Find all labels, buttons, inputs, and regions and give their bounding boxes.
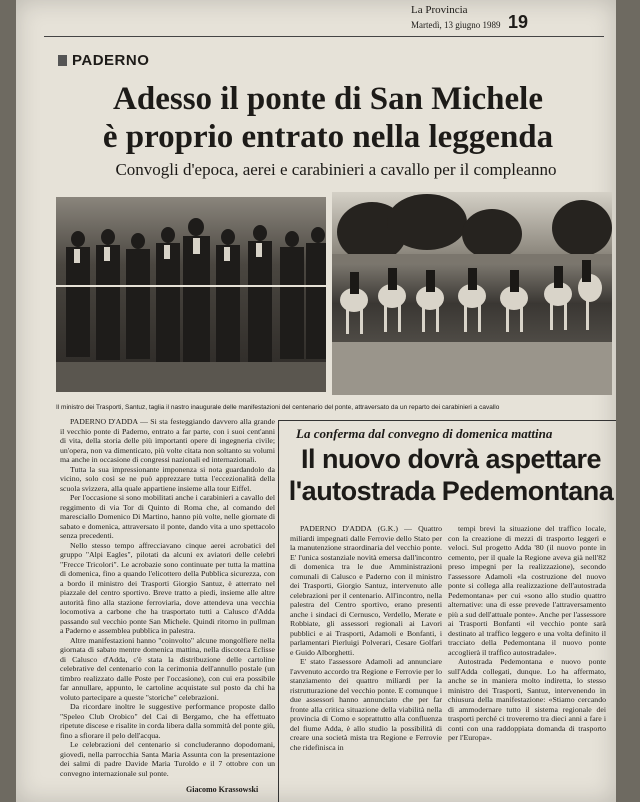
- story2-headline-line-2: l'autostrada Pedemontana: [288, 476, 614, 506]
- photo-mounted-carabinieri: [332, 192, 612, 395]
- story2-paragraph: Autostrada Pedemontana e nuovo ponte sull'Adda collegati, dunque. Lo ha affermato, anche se in maniera molto indiretta, lo stesso ministro dei Trasporti, Santuz, intervenendo in chiusura della manifestazione: «Stiamo cercando di ammodernare tutto il sistema regionale dei trasporti perché ci troveremo tra dieci anni a fare i conti con una raddoppiata domanda di trasporto per l'Europa».: [448, 657, 606, 742]
- story2-paragraph: E' stato l'assessore Adamoli ad annunciare l'avvenuto accordo tra Regione e Ferrovie per lo stanziamento dei quattro miliardi per la ristrutturazione del vecchio ponte. E comunque i due assessori hanno annunciato che per far fronte alla critica situazione della viabilità nella provincia di Como e soprattutto alla confluenza del fiume Adda, è allo studio la possibilità di creare una società mista tra Regione e Ferrovie che ridefinisca in: [290, 657, 442, 752]
- headline-line-2: è proprio entrato nella leggenda: [102, 119, 554, 155]
- page-number: 19: [508, 12, 529, 32]
- author-signature: Giacomo Krassowski: [186, 785, 259, 794]
- story1-paragraph: Le celebrazioni del centenario si concluderanno dopodomani, giovedì, nella parrocchia Santa Maria Assunta con la presentazione dei salmi di padre Davide Maria Turoldo e il 7 ottobre con un convegno internazionale sul ponte.: [60, 740, 275, 778]
- story1-paragraph: Per l'occasione si sono mobilitati anche i carabinieri a cavallo del reggimento di via Tor di Quinto di Roma che, al comando del maresciallo Domenico Di Martino, hanno più volte, nelle giornate di sabato e domenica, attraversato il ponte, dando vita a uno spettacolo senza precedenti.: [60, 493, 275, 540]
- section-label: [58, 52, 149, 69]
- issue-date: Martedì, 13 giugno 1989: [411, 20, 501, 30]
- story2-headline-line-1: Il nuovo dovrà aspettare: [300, 444, 602, 474]
- newspaper-page: [16, 0, 616, 802]
- story2-column-2: [448, 524, 606, 743]
- story2-paragraph: tempi brevi la situazione del traffico locale, con la creazione di mezzi di trasporto leggeri e veloci. Sul progetto Adda '80 (il nuovo ponte in cemento, per il quale la Regione aveva già nell'82 preso impegni per la realizzazione), secondo l'assessore Adamoli «la costruzione del nuovo ponte si collega alla realizzazione dell'autostrada Pedemontana» per cui «sono allo studio quattro alternative: una di esse prevede l'attraversamento più a sud dell'attuale ponte». Anche per l'assessore ai Trasporti Bonfanti «il vecchio ponte sarà destinato al traffico leggero e una volta definito il tracciato della Pedemontana il nuovo ponte accoglierà il traffico autostradale».: [448, 524, 606, 657]
- section-marker-icon: [58, 55, 67, 66]
- story1-paragraph: Da ricordare inoltre le suggestive performance proposte dallo "Speleo Club Orobico" del Cai di Bergamo, che ha effettuato ripetute discese e risalite in corda libera dalla sommità del ponte giù, fino a sfiorare il pelo dell'acqua.: [60, 702, 275, 740]
- headline-line-1: Adesso il ponte di San Michele: [113, 81, 543, 117]
- photo-ribbon-cutting: [56, 197, 326, 392]
- main-headline: [68, 80, 588, 156]
- story2-headline: [286, 443, 616, 507]
- running-header: [16, 0, 616, 40]
- section-text: PADERNO: [72, 52, 150, 69]
- masthead: La Provincia: [411, 4, 468, 16]
- story2-paragraph: PADERNO D'ADDA (G.K.) — Quattro miliardi impegnati dalle Ferrovie dello Stato per la manutenzione straordinaria del vecchio ponte. E' l'unica sostanziale novità emersa dall'incontro di domenica tra le due Amministrazioni comunali di Calusco e Paderno con il ministro dei Trasporti, Giorgio Santuz, intervenuto alle celebrazioni per il centenario. All'incontro, nella palestra del Centro sportivo, erano presenti anche i sindaci di Cernusco, Verdello, Merate e Robbiate, gli assessori regionali ai Lavori pubblici e ai Trasporti, Adamoli e Bonfanti, i parlamentari Pierluigi Polverari, Cesare Golfari e Guido Alborghetti.: [290, 524, 442, 657]
- story1-paragraph: Tutta la sua impressionante imponenza si nota guardandolo da vicino, solo così se ne può apprezzare tutta l'eccezionalità della scuola svizzera, alla quale appartiene insieme alla tour Eiffel.: [60, 464, 275, 493]
- header-rule: [44, 36, 604, 37]
- story1-body: [60, 417, 275, 778]
- subheadline: Convogli d'epoca, aerei e carabinieri a cavallo per il compleanno: [115, 160, 557, 179]
- story2-kicker: La conferma dal convegno di domenica mattina: [296, 426, 553, 441]
- story1-paragraph: Altre manifestazioni hanno "coinvolto" alcune mongolfiere nella giornata di sabato mentre domenica mattina, nella discoteca Eclisse di Calusco d'Adda, c'è stata la distribuzione delle cartoline celebrative del centenario con la cerimonia dell'annullo postale (un timbro realizzato dalle Poste per l'occasione), con cui era possibile far annullare, appunto, le cartoline acquistate sul posto da chi ha voluto partecipare a queste "storiche" celebrazioni.: [60, 635, 275, 702]
- story2-column-1: [290, 524, 442, 752]
- story1-paragraph: Nello stesso tempo affrecciavano cinque aerei acrobatici del gruppo "Alpi Eagles", pilotati da alcuni ex aviatori delle celebri "Frecce Tricolori". Le acrobazie sono continuate per tutta la mattina di domenica, fino a quando l'elicottero della Pubblica sicurezza, con a bordo il ministro dei Trasporti Giorgio Santuz, è atterrato nel piazzale del centro sportivo. Breve tratto a piedi, insieme alle altre autorità fino alla stazione ferroviaria, dove attendeva una vecchia locomotiva a carbone che ha trasportato tutti a Calusco d'Adda passando sul vecchio ponte San Michele. Quindi ritorno in pullman a Paderno e assemblea pubblica in palestra.: [60, 540, 275, 635]
- carabinieri-horses-image: [332, 192, 612, 395]
- story1-paragraph: PADERNO D'ADDA — Si sta festeggiando davvero alla grande il vecchio ponte di Paderno, entrato a far parte, con i suoi cent'anni di vita, della storia delle più importanti opere di ingegneria civile; un'opera, non va dimenticato, più volte citata non soltanto su volumi ma anche in occasione di congressi nazionali ed internazionali.: [60, 417, 275, 464]
- ribbon-cutting-image: [56, 197, 326, 392]
- photo-caption: Il ministro dei Trasporti, Santuz, taglia il nastro inaugurale delle manifestazioni del centenario del ponte, attraversato da un reparto dei carabinieri a cavallo: [56, 404, 500, 411]
